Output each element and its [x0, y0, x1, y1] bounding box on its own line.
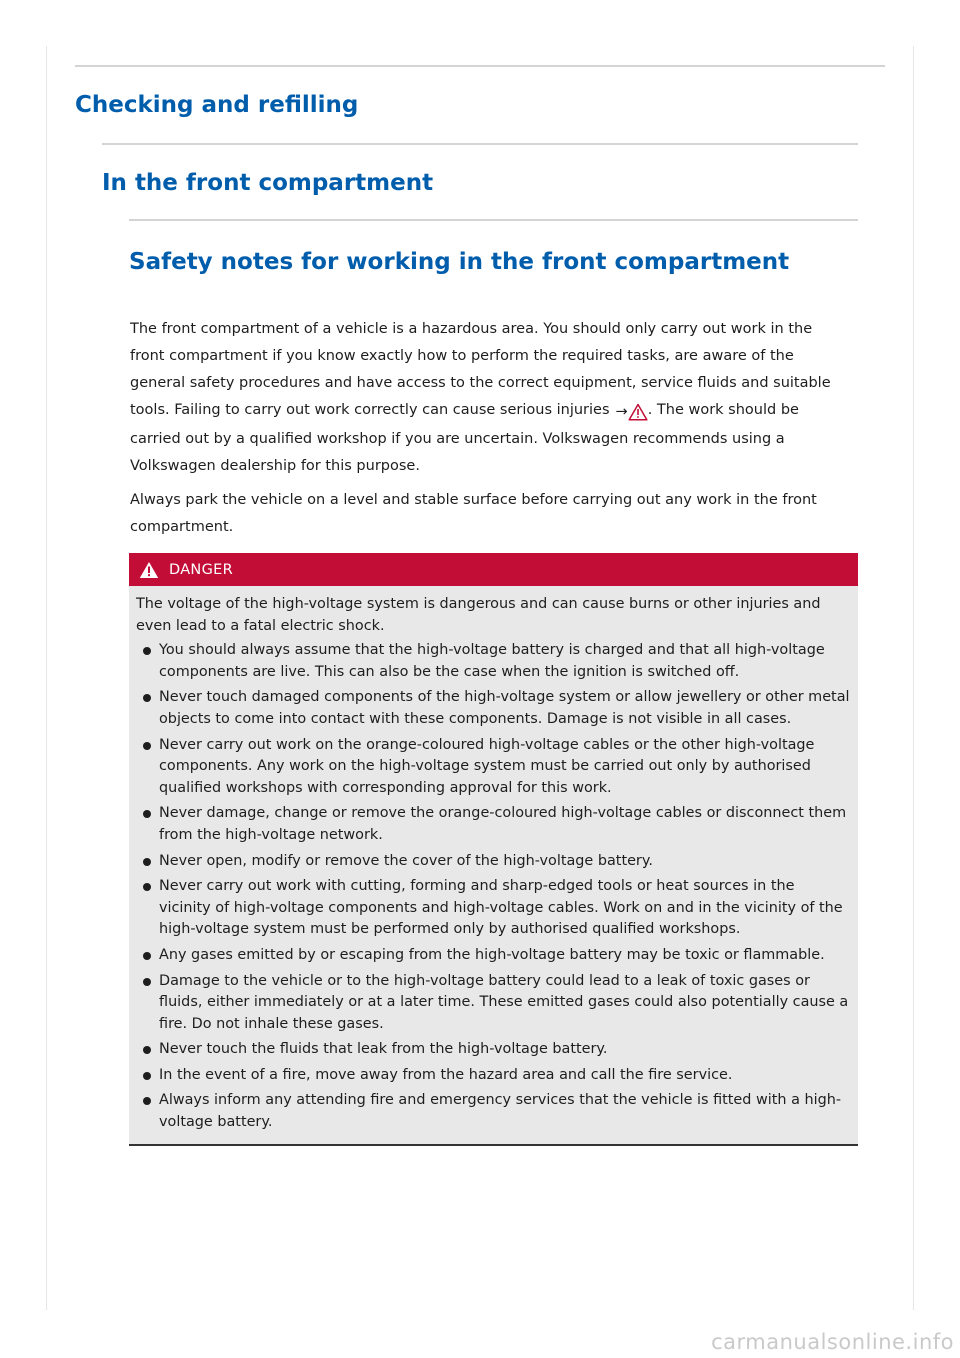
danger-list	[136, 640, 850, 1133]
topic-heading: Safety notes for working in the front compartment	[129, 249, 790, 275]
danger-list-item: Never carry out work with cutting, forming and sharp-edged tools or heat sources in the vicinity of high-voltage components and high-voltage cables. Work on and in the vicinity of the high-voltage system must be performed only by authorised qualified workshops.	[136, 876, 850, 941]
page-margin-left	[46, 46, 47, 1310]
danger-list-item: Never open, modify or remove the cover of the high-voltage battery.	[136, 851, 850, 873]
danger-list-item: In the event of a fire, move away from the hazard area and call the fire service.	[136, 1065, 850, 1087]
danger-list-item: Never damage, change or remove the orange-coloured high-voltage cables or disconnect them from the high-voltage network.	[136, 803, 850, 846]
danger-warning-box	[129, 553, 858, 1146]
chapter-rule	[75, 65, 885, 67]
danger-list-item: Damage to the vehicle or to the high-voltage battery could lead to a leak of toxic gases or fluids, either immediately or at a later time. These emitted gases could also potentially cause a fire. Do not inhale these gases.	[136, 971, 850, 1036]
intro-paragraph-2: Always park the vehicle on a level and stable surface before carrying out any work in the front compartment.	[130, 492, 817, 535]
intro-text	[130, 316, 845, 548]
topic-rule	[129, 219, 858, 221]
watermark: carmanualsonline.info	[711, 1330, 954, 1354]
section-rule	[102, 143, 858, 145]
page-margin-right	[913, 46, 914, 1310]
danger-list-item: Never touch the fluids that leak from the high-voltage battery.	[136, 1039, 850, 1061]
warning-triangle-icon	[139, 561, 159, 579]
danger-content	[129, 586, 858, 1144]
danger-list-item: You should always assume that the high-voltage battery is charged and that all high-voltage components are live. This can also be the case when the ignition is switched off.	[136, 640, 850, 683]
section-heading: In the front compartment	[102, 170, 434, 196]
danger-label: DANGER	[169, 561, 233, 578]
danger-list-item: Any gases emitted by or escaping from the high-voltage battery may be toxic or flammable.	[136, 945, 850, 967]
arrow-right-icon: →	[615, 404, 628, 420]
chapter-heading: Checking and refilling	[75, 92, 359, 118]
danger-list-item: Always inform any attending fire and emergency services that the vehicle is fitted with a high-voltage battery.	[136, 1090, 850, 1133]
intro-paragraph-1: The front compartment of a vehicle is a hazardous area. You should only carry out work in the front compartment if you know exactly how to perform the required tasks, are aware of the general safety procedures and have access to the correct equipment, service fluids and suitable tools. Failing to carry out work correctly can cause serious injuries → . The work should be carried out by a qualified workshop if you are uncertain. Volkswagen recommends using a Volkswagen dealership for this purpose.	[130, 321, 831, 474]
danger-list-item: Never touch damaged components of the high-voltage system or allow jewellery or other metal objects to come into contact with these components. Damage is not visible in all cases.	[136, 687, 850, 730]
danger-header	[129, 553, 858, 586]
danger-list-item: Never carry out work on the orange-coloured high-voltage cables or the other high-voltage components. Any work on the high-voltage system must be carried out only by authorised qualified workshops with corresponding approval for this work.	[136, 735, 850, 800]
danger-intro: The voltage of the high-voltage system is dangerous and can cause burns or other injuries and even lead to a fatal electric shock.	[136, 596, 821, 634]
warning-reference-link[interactable]	[616, 399, 648, 426]
warning-triangle-icon	[628, 403, 648, 421]
